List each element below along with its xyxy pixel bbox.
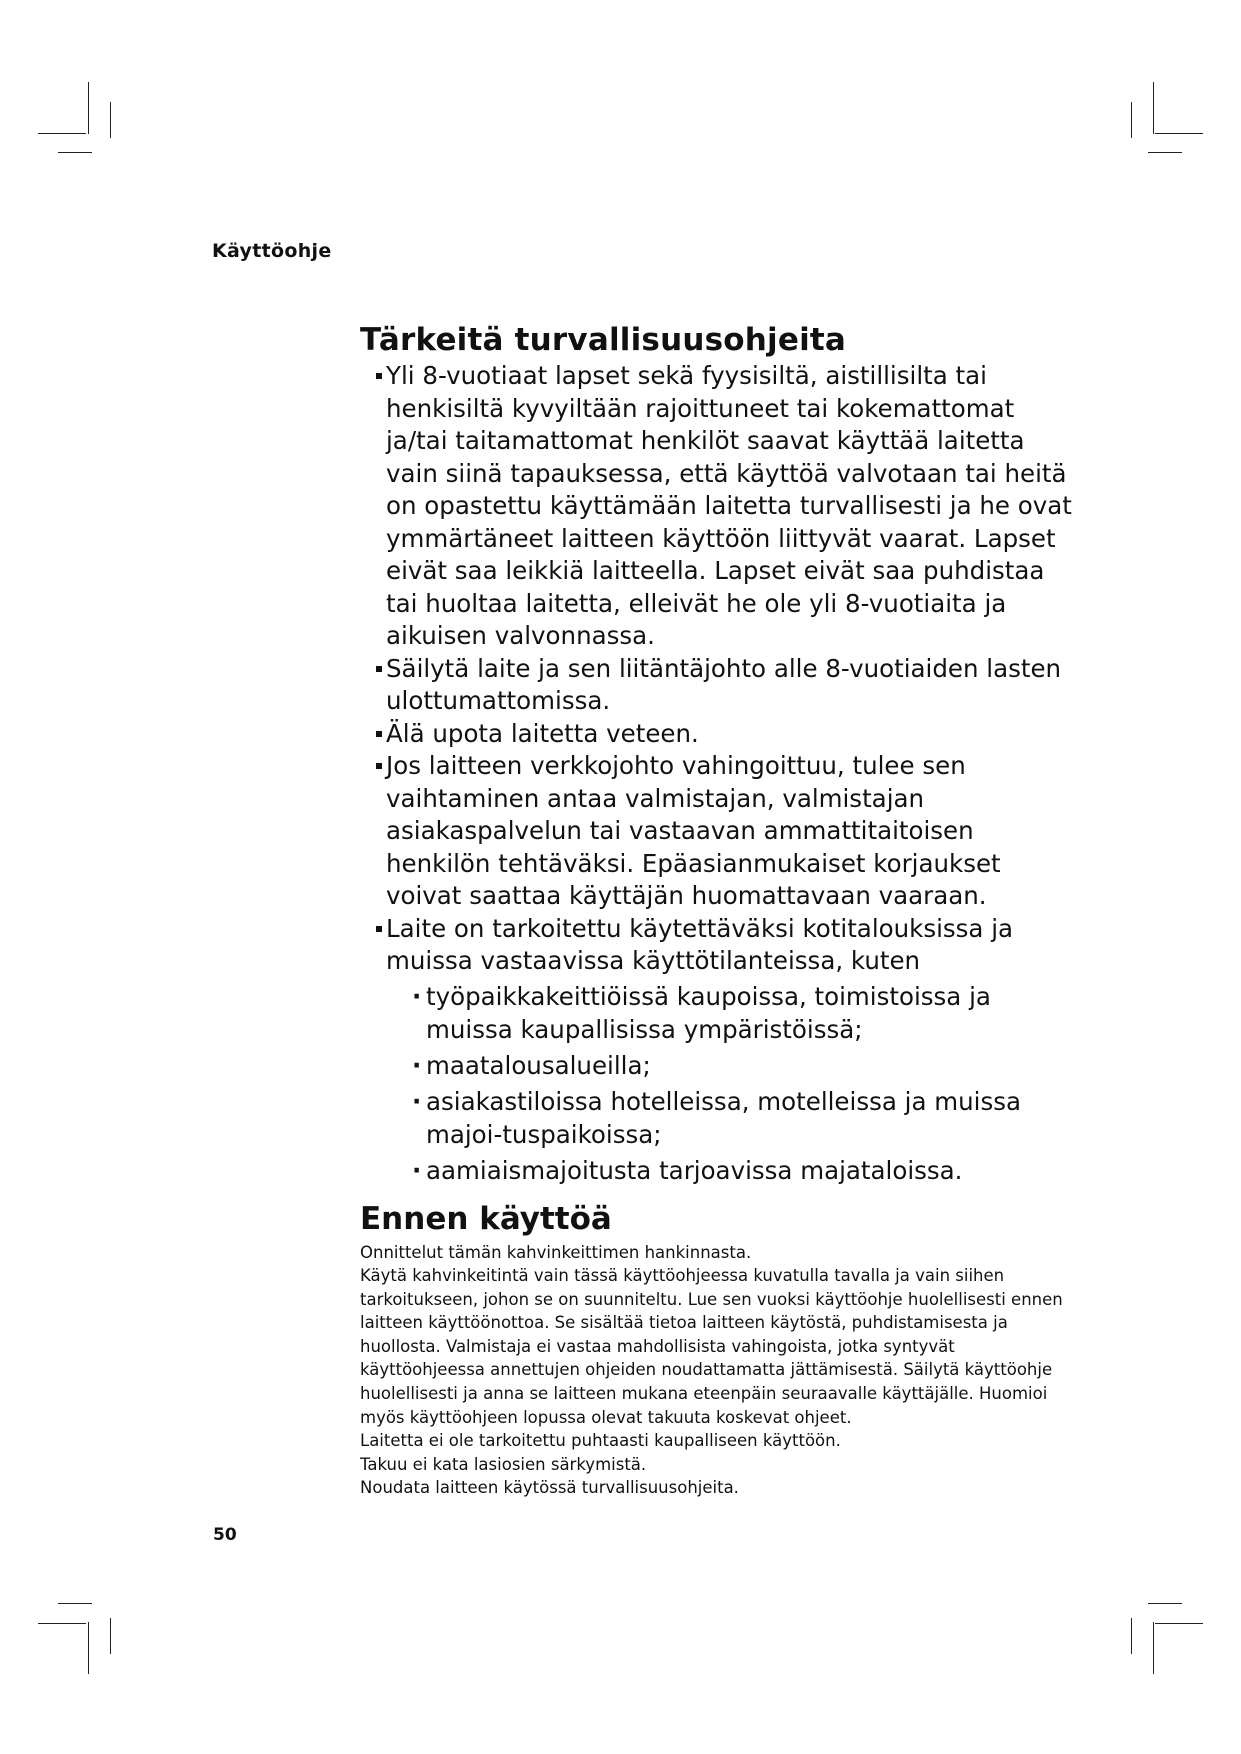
crop-mark <box>1131 102 1132 138</box>
crop-mark <box>1155 133 1203 134</box>
before-use-paragraph: Noudata laitteen käytössä turvallisuusohjeita. <box>360 1478 739 1498</box>
before-use-paragraph: Käytä kahvinkeitintä vain tässä käyttöohjeessa kuvatulla tavalla ja vain siihen tarkoitukseen, johon se on suunniteltu. Lue sen vuoksi käyttöohje huolellisesti ennen laitteen käyttöönottoa. Se sisältää tietoa laitteen käytöstä, puhdistamisesta ja huollosta. Valmistaja ei vastaa mahdollisista vahingoista, jotka syntyvät käyttöohjeessa annettujen ohjeiden noudattamatta jättämisestä. Säilytä käyttöohje huolellisesti ja anna se laitteen mukana eteenpäin seuraavalle käyttäjälle. Huomioi myös käyttöohjeen lopussa olevat takuuta koskevat ohjeet. <box>360 1266 1063 1427</box>
page-number: 50 <box>213 1525 237 1545</box>
safety-item: Säilytä laite ja sen liitäntäjohto alle 8-vuotiaiden lasten ulottumattomissa. <box>378 653 1080 718</box>
crop-mark <box>58 152 92 153</box>
crop-mark <box>1155 1623 1203 1624</box>
crop-mark <box>88 82 89 134</box>
crop-mark <box>38 1623 86 1624</box>
crop-mark <box>88 1622 89 1674</box>
crop-mark <box>1131 1618 1132 1654</box>
safety-item-text: Laite on tarkoitettu käytettäväksi kotitalouksissa ja muissa vastaavissa käyttötilanteissa, kuten <box>386 913 1014 975</box>
crop-mark <box>110 1618 111 1654</box>
safety-list <box>360 360 1080 1187</box>
safety-item: Yli 8-vuotiaat lapset sekä fyysisiltä, aistillisilta tai henkisiltä kyvyiltään rajoittuneet tai kokemattomat ja/tai taitamattomat henkilöt saavat käyttää laitetta vain siinä tapauksessa, että käyttöä valvotaan tai heitä on opastettu käyttämään laitetta turvallisesti ja he ovat ymmärtäneet laitteen käyttöön liittyvät vaarat. Lapset eivät saa leikkiä laitteella. Lapset eivät saa puhdistaa tai huoltaa laitetta, elleivät he ole yli 8-vuotiaita ja aikuisen valvonnassa. <box>378 360 1080 653</box>
safety-item: Jos laitteen verkkojohto vahingoittuu, tulee sen vaihtaminen antaa valmistajan, valmistajan asiakaspalvelun tai vastaavan ammattitaitoisen henkilön tehtäväksi. Epäasianmukaiset korjaukset voivat saattaa käyttäjän huomattavaan vaaraan. <box>378 750 1080 913</box>
safety-item: Älä upota laitetta veteen. <box>378 718 1080 751</box>
safety-item <box>378 913 1080 1187</box>
usage-context-item: · asiakastiloissa hotelleissa, motelleissa ja muissa majoi-tuspaikoissa; <box>412 1085 1080 1151</box>
usage-context-item: · työpaikkakeittiöissä kaupoissa, toimistoissa ja muissa kaupallisissa ympäristöissä; <box>412 980 1080 1046</box>
usage-context-list <box>386 980 1080 1187</box>
usage-context-item: · aamiaismajoitusta tarjoavissa majataloissa. <box>412 1154 1080 1187</box>
crop-mark <box>58 1603 92 1604</box>
crop-mark <box>1148 1603 1182 1604</box>
before-use-paragraph: Laitetta ei ole tarkoitettu puhtaasti kaupalliseen käyttöön. <box>360 1431 841 1451</box>
safety-heading: Tärkeitä turvallisuusohjeita <box>360 322 847 358</box>
crop-mark <box>110 102 111 138</box>
crop-mark <box>1153 82 1154 134</box>
crop-mark <box>1148 152 1182 153</box>
usage-context-item: · maatalousalueilla; <box>412 1049 1080 1082</box>
before-use-paragraph: Takuu ei kata lasiosien särkymistä. <box>360 1454 647 1474</box>
crop-mark <box>38 133 86 134</box>
running-header: Käyttöohje <box>212 240 332 262</box>
before-use-heading: Ennen käyttöä <box>360 1200 612 1237</box>
before-use-paragraph: Onnittelut tämän kahvinkeittimen hankinnasta. <box>360 1242 752 1262</box>
main-content <box>360 320 1080 1500</box>
crop-mark <box>1153 1622 1154 1674</box>
